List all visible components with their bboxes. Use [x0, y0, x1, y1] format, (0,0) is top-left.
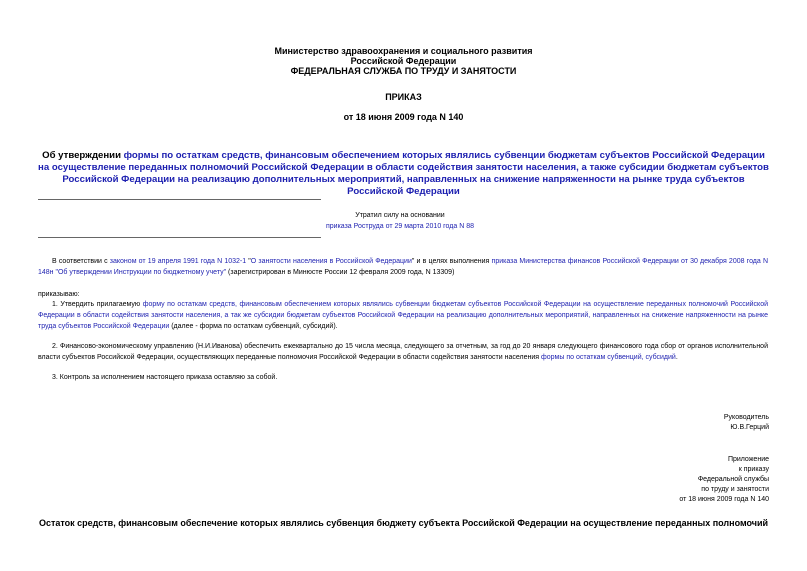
document-title: [36, 150, 771, 198]
item-2-form-link[interactable]: формы по остаткам субвенций, субсидий: [541, 354, 676, 361]
divider-top: [38, 199, 321, 200]
law-title-link[interactable]: О занятости населения в Российской Федерации: [250, 258, 412, 265]
ministry-name: Министерство здравоохранения и социального развития: [274, 46, 533, 56]
order-date: от 18 июня 2009 года N 140: [343, 112, 464, 122]
service-name: ФЕДЕРАЛЬНАЯ СЛУЖБА ПО ТРУДУ И ЗАНЯТОСТИ: [290, 66, 517, 76]
item-1-text-2: (далее - форма по остаткам субвенций, субсидий).: [169, 323, 338, 330]
preamble-text-3: " и в целях выполнения: [411, 258, 492, 265]
appendix-line-2: к приказу: [738, 466, 769, 473]
document-header: [0, 46, 807, 76]
item-1-text-1: 1. Утвердить прилагаемую: [52, 301, 143, 308]
item-2-text-2: .: [675, 354, 678, 361]
appendix-block: [679, 455, 769, 505]
lost-force-note: [300, 210, 500, 232]
appendix-line-4: по труду и занятости: [701, 486, 769, 493]
paragraph-preamble: [38, 256, 768, 278]
item-3: 3. Контроль за исполнением настоящего приказа оставляю за собой.: [52, 374, 278, 381]
preamble-text-1: В соответствии с: [52, 258, 110, 265]
prikazyvayu: приказываю:: [38, 291, 80, 298]
form-title: Остаток средств, финансовым обеспечение которых являлись субвенция бюджету субъекта Российской Федерации на осуществление переданных полномочий: [38, 518, 769, 528]
appendix-line-3: Федеральной службы: [697, 476, 769, 483]
item-2: [38, 341, 768, 363]
item-1: [38, 299, 768, 332]
title-prefix: Об утверждении: [42, 150, 124, 161]
law-link[interactable]: законом от 19 апреля 1991 года N 1032-1: [109, 258, 247, 265]
country-name: Российской Федерации: [350, 56, 457, 66]
appendix-line-5: от 18 июня 2009 года N 140: [679, 496, 769, 503]
signature-role: Руководитель: [723, 414, 769, 421]
signature-name: Ю.В.Герций: [730, 424, 769, 431]
item-1-form-link[interactable]: форму по остаткам средств, финансовым обеспечением которых являлись субвенции бюджетам субъектов Российской Федерации на осуществление переданных полномочий Российской Федерации в области содействия занятости населения, а так же субсидии бюджетам субъектов Российской Федерации на реализацию дополнительных мероприятий, направленных на снижение напряженности на рынке труда субъектов Российской Федерации: [38, 301, 768, 330]
item-2-text-1: 2. Финансово-экономическому управлению (Н.И.Иванова) обеспечить ежеквартально до 15 числа месяца, следующего за отчетным, за год до 20 января следующего финансового года сбор от органов исполнительной власти субъектов Российской Федерации, осуществляющих переданные полномочия Российской Федерации в области содействия занятости населения: [38, 343, 768, 361]
divider-bottom: [38, 237, 321, 238]
minfin-order-link[interactable]: приказа Министерства финансов Российской Федерации от 30 декабря 2008 года N 148н "Об утверждении Инструкции по бюджетному учету": [38, 258, 769, 276]
order-word: ПРИКАЗ: [385, 92, 422, 102]
preamble-text-4: (зарегистрирован в Минюсте России 12 февраля 2009 года, N 13309): [226, 269, 455, 276]
appendix-line-1: Приложение: [727, 456, 769, 463]
preamble-text-2: ": [246, 258, 251, 265]
lost-force-link[interactable]: приказа Роструда от 29 марта 2010 года N 88: [325, 223, 475, 230]
title-form-link[interactable]: формы по остаткам средств, финансовым обеспечением которых являлись субвенции бюджетам субъектов Российской Федерации на осуществление переданных полномочий Российской Федерации в области содействия занятости населения, а также субсидии бюджетам субъектов Российской Федерации на реализацию дополнительных мероприятий, направленных на снижение напряженности на рынке труда субъектов Российской Федерации: [38, 150, 769, 197]
lost-force-text: Утратил силу на основании: [355, 212, 445, 219]
signature-block: [724, 413, 769, 433]
